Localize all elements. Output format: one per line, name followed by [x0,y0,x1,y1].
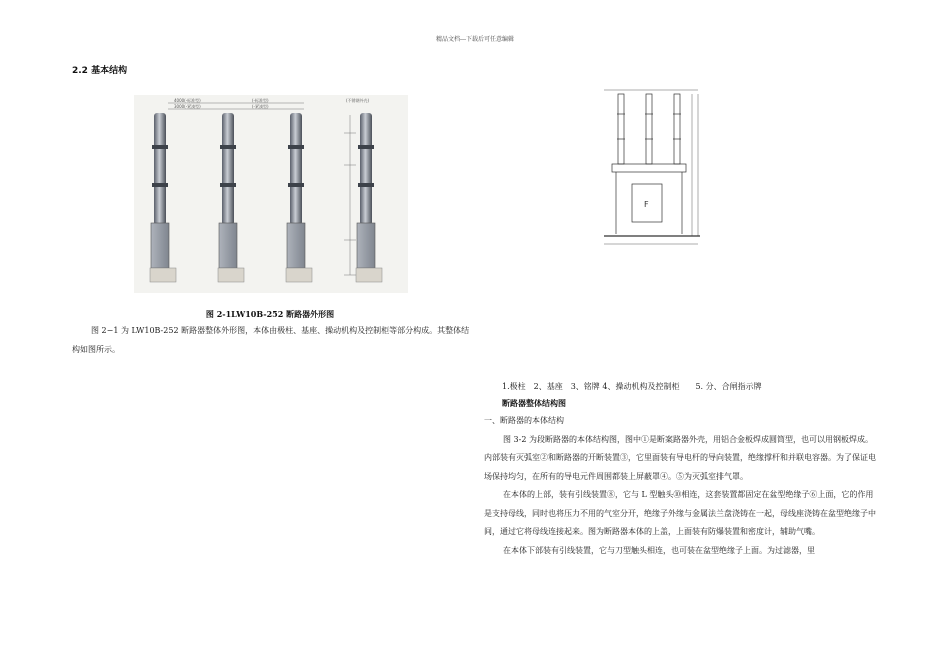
intro-paragraph: 图 2−1 为 LW10B-252 断路器整体外形图，本体由极柱、基座、操动机构及控制柜等部分构成。其整体结构如图所示。 [72,326,470,354]
breaker-photo-illustration [134,95,408,293]
structure-drawing-illustration [598,84,710,254]
body-paragraph: 在本体的上部，装有引线装置⑧，它与 L 型触头⑩相连，这套装置都固定在盆型绝缘子⑥上面，它的作用是支持母线，同时也将压力不用的气室分开，绝缘子外缘与金属法兰盘浇铸在一起，母线座浇铸在盆型绝缘子中间，通过它将母线连接起来。图为断路器本体的上盖，上面装有防爆装置和密度计，辅助气嘴。 [484,490,876,536]
structure-text-block [484,412,879,560]
photo-dim-label: 4000(-标准型) [174,98,201,103]
photo-dim-label: (-紧凑型) [252,104,269,109]
breaker-photo-figure [134,95,408,293]
structure-figure-caption: 断路器整体结构图 [502,398,566,408]
body-paragraph: 在本体下部装有引线装置，它与刀型触头相连，也可装在盆型绝缘子上面。为过滤器，里 [503,545,815,555]
section-title: 2.2 基本结构 [72,66,128,76]
body-paragraph: 图 3-2 为段断路器的本体结构图，图中①是断案路器外壳，用铝合金板焊成圆筒型，也可以用钢板焊成。内部装有灭弧室②和断路器的开断装置③，它里面装有导电杆的导向装置，绝缘撑杆和并联电容器。为了保证电场保持均匀，在所有的导电元件周围都装上屏蔽罩④。⑤为灭弧室排气罩。 [484,434,876,481]
photo-dim-label: 3000(-紧凑型) [174,104,201,109]
structure-line-drawing [598,84,710,254]
photo-dim-label: (不锈钢外壳) [346,98,370,103]
svg-text:F: F [644,200,649,209]
component-legend: 1.极柱 2、基座 3、铭牌 4、操动机构及控制柜 5. 分、合闸指示牌 [502,382,762,391]
photo-dim-label: (-标准型) [252,98,269,103]
figure-caption: 图 2-1LW10B-252 断路器外形图 [205,309,335,319]
section-heading: 一、断路器的本体结构 [484,416,564,425]
header-note: 精品文档---下载后可任意编辑 [435,36,515,43]
